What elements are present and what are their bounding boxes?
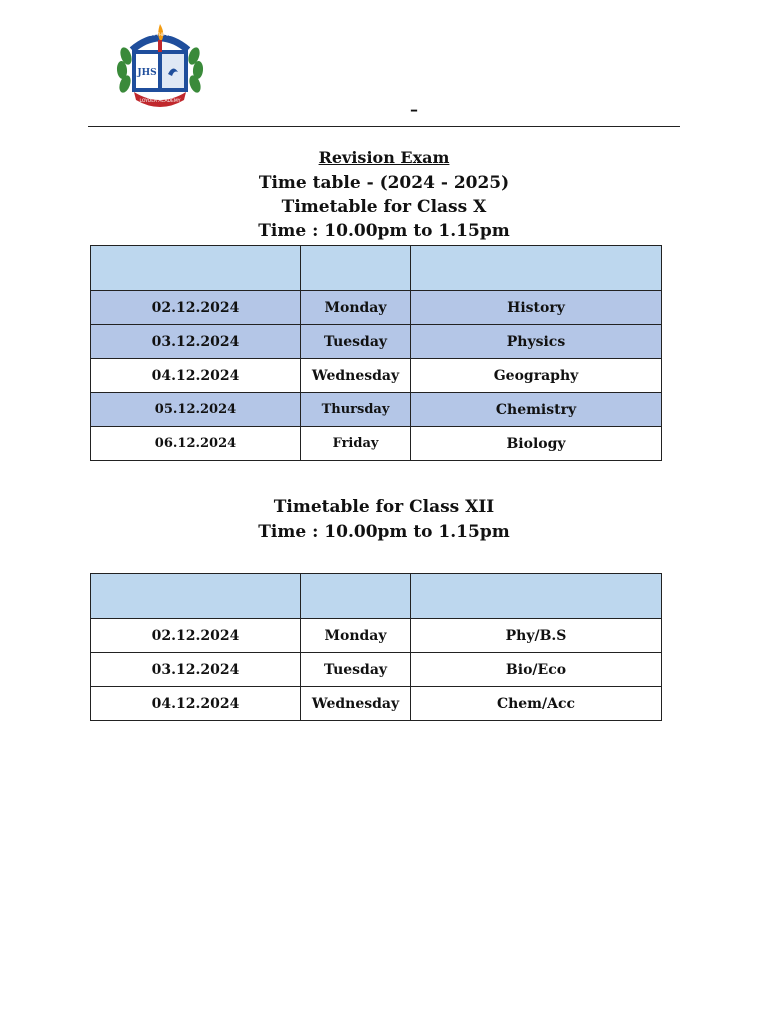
- table-header-row: [91, 246, 662, 291]
- subject-cell: Bio/Eco: [411, 653, 662, 687]
- table-row: [91, 325, 662, 359]
- day-cell: Wednesday: [301, 359, 411, 393]
- session-title: Time table - (2024 - 2025): [258, 173, 510, 193]
- header-dash: –: [410, 100, 418, 119]
- subject-cell: Phy/B.S: [411, 619, 662, 653]
- crest-monogram: JHS: [137, 68, 157, 78]
- subject-cell: Chemistry: [411, 393, 662, 427]
- crest-banner-text: LOYOLA ACADEMY: [139, 99, 181, 104]
- day-cell: Tuesday: [301, 325, 411, 359]
- table-row: [91, 393, 662, 427]
- exam-title: Revision Exam: [318, 148, 450, 167]
- date-cell: 03.12.2024: [91, 325, 301, 359]
- day-cell: Wednesday: [301, 687, 411, 721]
- class-x-time: Time : 10.00pm to 1.15pm: [258, 221, 510, 241]
- class-x-title: Timetable for Class X: [281, 197, 487, 217]
- header-cell: [91, 246, 301, 291]
- date-cell: 04.12.2024: [91, 359, 301, 393]
- table-header-row: [91, 574, 662, 619]
- day-cell: Monday: [301, 619, 411, 653]
- table-row: [91, 687, 662, 721]
- date-cell: 04.12.2024: [91, 687, 301, 721]
- subject-cell: History: [411, 291, 662, 325]
- header-cell: [411, 246, 662, 291]
- table-row: [91, 619, 662, 653]
- day-cell: Tuesday: [301, 653, 411, 687]
- header-cell: [91, 574, 301, 619]
- header-cell: [411, 574, 662, 619]
- day-cell: Friday: [301, 427, 411, 461]
- table-row: [91, 653, 662, 687]
- class-xii-title: Timetable for Class XII: [273, 497, 495, 517]
- day-cell: Monday: [301, 291, 411, 325]
- date-cell: 02.12.2024: [91, 291, 301, 325]
- crest-arc-text: NOT FOR THE SCHOOL: [137, 32, 183, 37]
- table-row: [91, 291, 662, 325]
- header-cell: [301, 246, 411, 291]
- header-cell: [301, 574, 411, 619]
- day-cell: Thursday: [301, 393, 411, 427]
- subject-cell: Biology: [411, 427, 662, 461]
- subject-cell: Geography: [411, 359, 662, 393]
- class-x-table: [90, 245, 662, 461]
- date-cell: 05.12.2024: [91, 393, 301, 427]
- date-cell: 02.12.2024: [91, 619, 301, 653]
- header-divider: [88, 126, 680, 127]
- date-cell: 03.12.2024: [91, 653, 301, 687]
- table-row: [91, 359, 662, 393]
- subject-cell: Chem/Acc: [411, 687, 662, 721]
- school-crest-icon: [112, 16, 208, 112]
- subject-cell: Physics: [411, 325, 662, 359]
- table-row: [91, 427, 662, 461]
- class-xii-table: [90, 573, 662, 721]
- date-cell: 06.12.2024: [91, 427, 301, 461]
- class-xii-time: Time : 10.00pm to 1.15pm: [258, 522, 510, 542]
